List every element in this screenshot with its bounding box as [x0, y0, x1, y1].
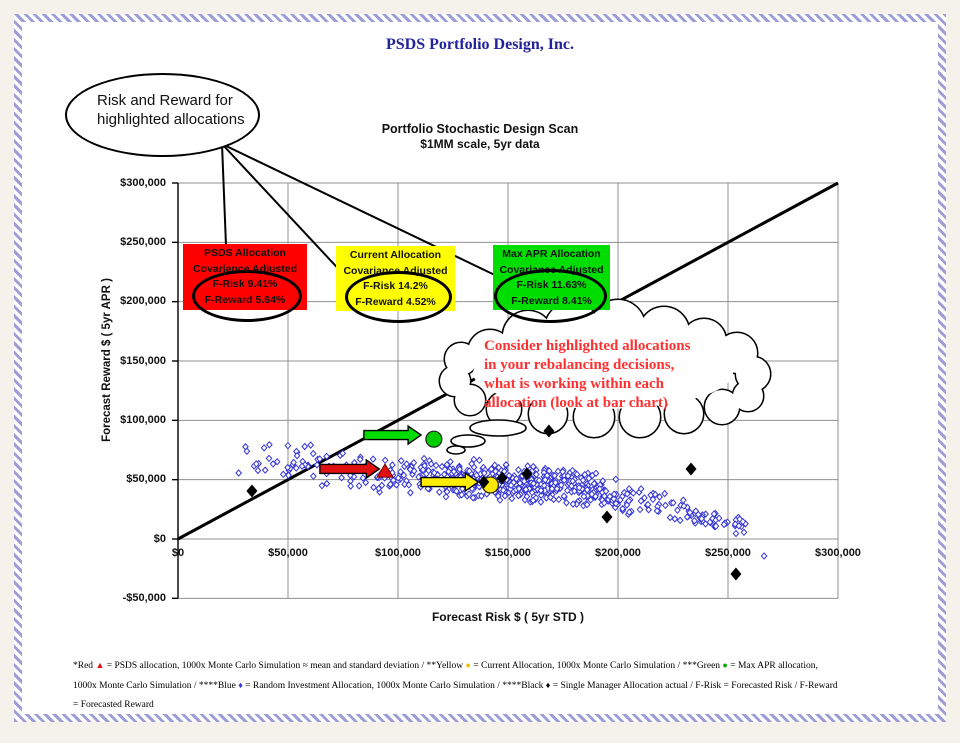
current-box-frisk: F-Risk 14.2% — [363, 280, 428, 292]
yellow-marker-glyph: ● — [465, 660, 471, 670]
legend-text: = Max APR allocation, — [727, 661, 818, 671]
x-tick-label: $0 — [171, 547, 185, 559]
single-manager-marker — [602, 511, 613, 524]
maxapr-box-freward: F-Reward 8.41% — [511, 294, 592, 307]
random-allocation-scatter — [236, 442, 767, 559]
legend-footnote-line — [73, 656, 897, 676]
single-manager-marker — [730, 568, 741, 581]
y-tick-label: $50,000 — [126, 473, 166, 486]
maxapr-box-line1: Max APR Allocation — [502, 248, 601, 260]
cloud-line3: what is working within each — [484, 376, 665, 392]
allocation-marker — [426, 431, 442, 447]
current-box-freward: F-Reward 4.52% — [355, 295, 436, 308]
black-marker-glyph: ♦ — [545, 679, 551, 690]
cloud-line1: Consider highlighted allocations — [484, 338, 691, 354]
x-tick-label: $100,000 — [375, 547, 421, 559]
green-marker-glyph: ● — [722, 660, 728, 670]
current-box-line2: Covariance Adjusted — [343, 264, 448, 277]
y-tick-label: -$50,000 — [122, 591, 166, 604]
psds-allocation-box — [183, 244, 307, 310]
company-title: PSDS Portfolio Design, Inc. — [386, 36, 574, 53]
psds-box-line2: Covariance Adjusted — [192, 262, 298, 275]
psds-box-frisk: F-Risk 9.41% — [212, 278, 278, 290]
legend-text: = Random Investment Allocation, 1000x Monte Carlo Simulation / ****Black — [242, 680, 546, 691]
y-tick-label: $200,000 — [120, 295, 166, 308]
x-axis-title: Forecast Risk $ ( 5yr STD ) — [431, 610, 585, 624]
x-tick-label: $250,000 — [705, 547, 751, 559]
y-axis — [172, 183, 178, 598]
y-tick-label: $150,000 — [120, 354, 166, 367]
cloud-line2: in your rebalancing decisions, — [484, 357, 675, 373]
y-tick-label: $250,000 — [120, 235, 166, 248]
legend-footnote-line — [73, 696, 897, 715]
y-tick-label: $0 — [153, 532, 166, 545]
chart-subtitle: $1MM scale, 5yr data — [420, 137, 540, 151]
callout-text-line1: Risk and Reward for — [97, 92, 233, 109]
single-manager-marker — [686, 462, 697, 475]
legend-text: = Forecasted Reward — [73, 699, 154, 710]
x-tick-label: $50,000 — [268, 547, 308, 559]
psds-box-line1: PSDS Allocation — [204, 247, 286, 259]
y-axis-title: Forecast Reward $ ( 5yr APR ) — [101, 278, 113, 442]
legend-footnote — [73, 656, 897, 714]
current-allocation-box — [336, 246, 455, 311]
x-tick-label: $300,000 — [815, 547, 861, 559]
callout-text-line2: highlighted allocations — [97, 111, 245, 128]
legend-footnote-line — [73, 676, 897, 696]
psds-box-freward: F-Reward 5.64% — [204, 293, 286, 306]
current-box-line1: Current Allocation — [349, 249, 442, 261]
maxapr-box-line2: Covariance Adjusted — [499, 263, 604, 276]
chart-title: Portfolio Stochastic Design Scan — [381, 122, 579, 136]
legend-text: = Current Allocation, 1000x Monte Carlo Simulation / ***Green — [470, 661, 723, 671]
x-tick-label: $150,000 — [485, 547, 531, 559]
legend-text: = PSDS allocation, 1000x Monte Carlo Simulation ≈ mean and standard deviation / **Yellow — [104, 661, 466, 671]
blue-marker-glyph: ♦ — [238, 679, 243, 690]
legend-text: *Red — [73, 661, 96, 671]
legend-text: = Single Manager Allocation actual / F-Risk = Forecasted Risk / F-Reward — [550, 680, 838, 691]
callout-ellipse — [65, 73, 260, 157]
thought-bubble-text — [484, 337, 774, 413]
y-tick-label: $100,000 — [120, 413, 166, 426]
x-tick-label: $200,000 — [595, 547, 641, 559]
max-apr-allocation-box — [493, 245, 610, 310]
cloud-line4: allocation (look at bar chart) — [484, 395, 668, 411]
legend-text: 1000x Monte Carlo Simulation / ****Blue — [73, 680, 239, 691]
block-arrow — [364, 426, 421, 444]
maxapr-box-frisk: F-Risk 11.63% — [516, 279, 587, 291]
y-tick-label: $300,000 — [120, 176, 166, 189]
red-marker-glyph: ▲ — [95, 660, 105, 670]
